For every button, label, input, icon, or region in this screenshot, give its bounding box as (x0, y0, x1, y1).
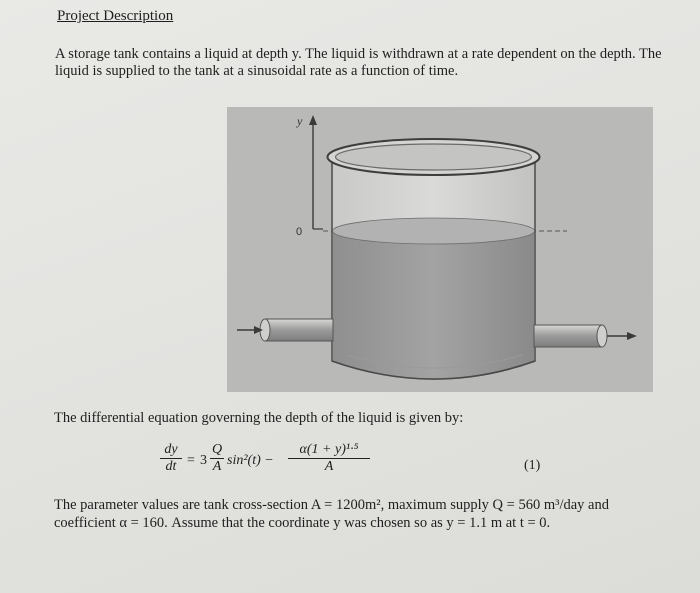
alpha-denominator: A (324, 459, 334, 474)
parameters-paragraph: The parameter values are tank cross-section A = 1200m², maximum supply Q = 560 m³/day and coefficient α = 160. Assume that the coordinate y was chosen so as y = 1.1 m at t = 0. (54, 497, 609, 531)
tank-rim (328, 139, 540, 175)
q-denominator: A (212, 459, 222, 474)
equals-sign: = (187, 453, 195, 468)
y-axis-label: y (297, 114, 303, 128)
tank-illustration (227, 107, 653, 392)
coefficient-three: 3 (200, 453, 207, 468)
page-heading: Project Description (57, 8, 174, 24)
q-numerator: Q (211, 442, 223, 457)
tank-figure (227, 107, 653, 392)
equation-intro: The differential equation governing the depth of the liquid is given by: (54, 410, 464, 426)
alpha-numerator: α(1 + y)¹·⁵ (288, 442, 370, 459)
dy-dt-fraction (160, 442, 182, 475)
intro-paragraph: A storage tank contains a liquid at depth y. The liquid is withdrawn at a rate dependent on the depth. The liquid is supplied to the tank at a sinusoidal rate as a function of time. (55, 46, 662, 79)
q-over-a-fraction (210, 442, 224, 475)
lhs-denominator: dt (165, 459, 177, 474)
lhs-numerator: dy (160, 442, 182, 459)
equation-number: (1) (524, 458, 541, 473)
tank-body (332, 159, 535, 379)
alpha-fraction (288, 442, 370, 475)
differential-equation (160, 442, 580, 482)
zero-label: 0 (296, 226, 303, 238)
sin-term: sin²(t) − (227, 453, 274, 468)
